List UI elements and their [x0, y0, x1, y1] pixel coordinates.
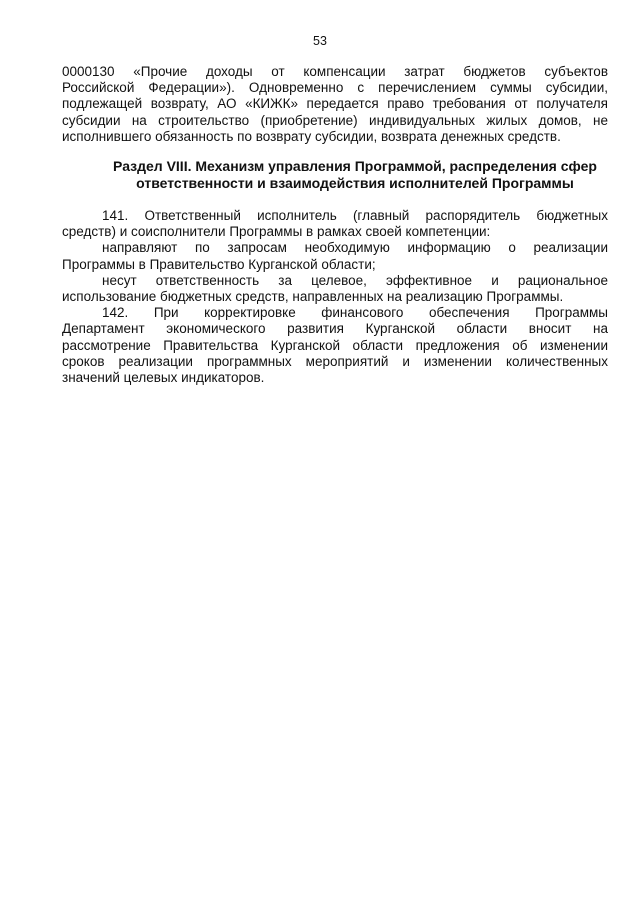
text-line: сроков реализации программных мероприятий и изменении количественных: [62, 353, 608, 369]
text-line: значений целевых индикаторов.: [62, 370, 265, 386]
text-line: средств) и соисполнители Программы в рамках своей компетенции:: [62, 224, 491, 240]
text-line: 142. При корректировке финансового обеспечения Программы: [102, 305, 608, 321]
text-line: Программы в Правительство Курганской области;: [62, 256, 376, 272]
section-heading: [100, 158, 610, 192]
text-line: субсидии на строительство (приобретение) индивидуальных жилых домов, не: [62, 112, 608, 128]
paragraph-intro: [62, 64, 608, 145]
text-line: подлежащей возврату, АО «КИЖК» передается право требования от получателя: [62, 96, 608, 112]
text-line: использование бюджетных средств, направленных на реализацию Программы.: [62, 289, 564, 305]
page-number: 53: [313, 34, 327, 48]
text-line: рассмотрение Правительства Курганской области предложения об изменении: [62, 337, 608, 353]
text-line: Российской Федерации»). Одновременно с перечислением суммы субсидии,: [62, 80, 608, 96]
text-line: несут ответственность за целевое, эффективное и рациональное: [102, 272, 608, 288]
text-line: исполнившего обязанность по возврату субсидии, возврата денежных средств.: [62, 128, 561, 144]
text-line: 141. Ответственный исполнитель (главный распорядитель бюджетных: [102, 208, 608, 223]
text-line: направляют по запросам необходимую информацию о реализации: [102, 240, 608, 256]
text-line: Департамент экономического развития Курганской области вносит на: [62, 321, 608, 337]
heading-line: ответственности и взаимодействия исполнителей Программы: [136, 175, 574, 191]
text-line: 0000130 «Прочие доходы от компенсации затрат бюджетов субъектов: [62, 64, 608, 79]
heading-line: Раздел VIII. Механизм управления Программой, распределения сфер: [113, 158, 597, 174]
paragraph-141-and-142: [62, 208, 608, 386]
